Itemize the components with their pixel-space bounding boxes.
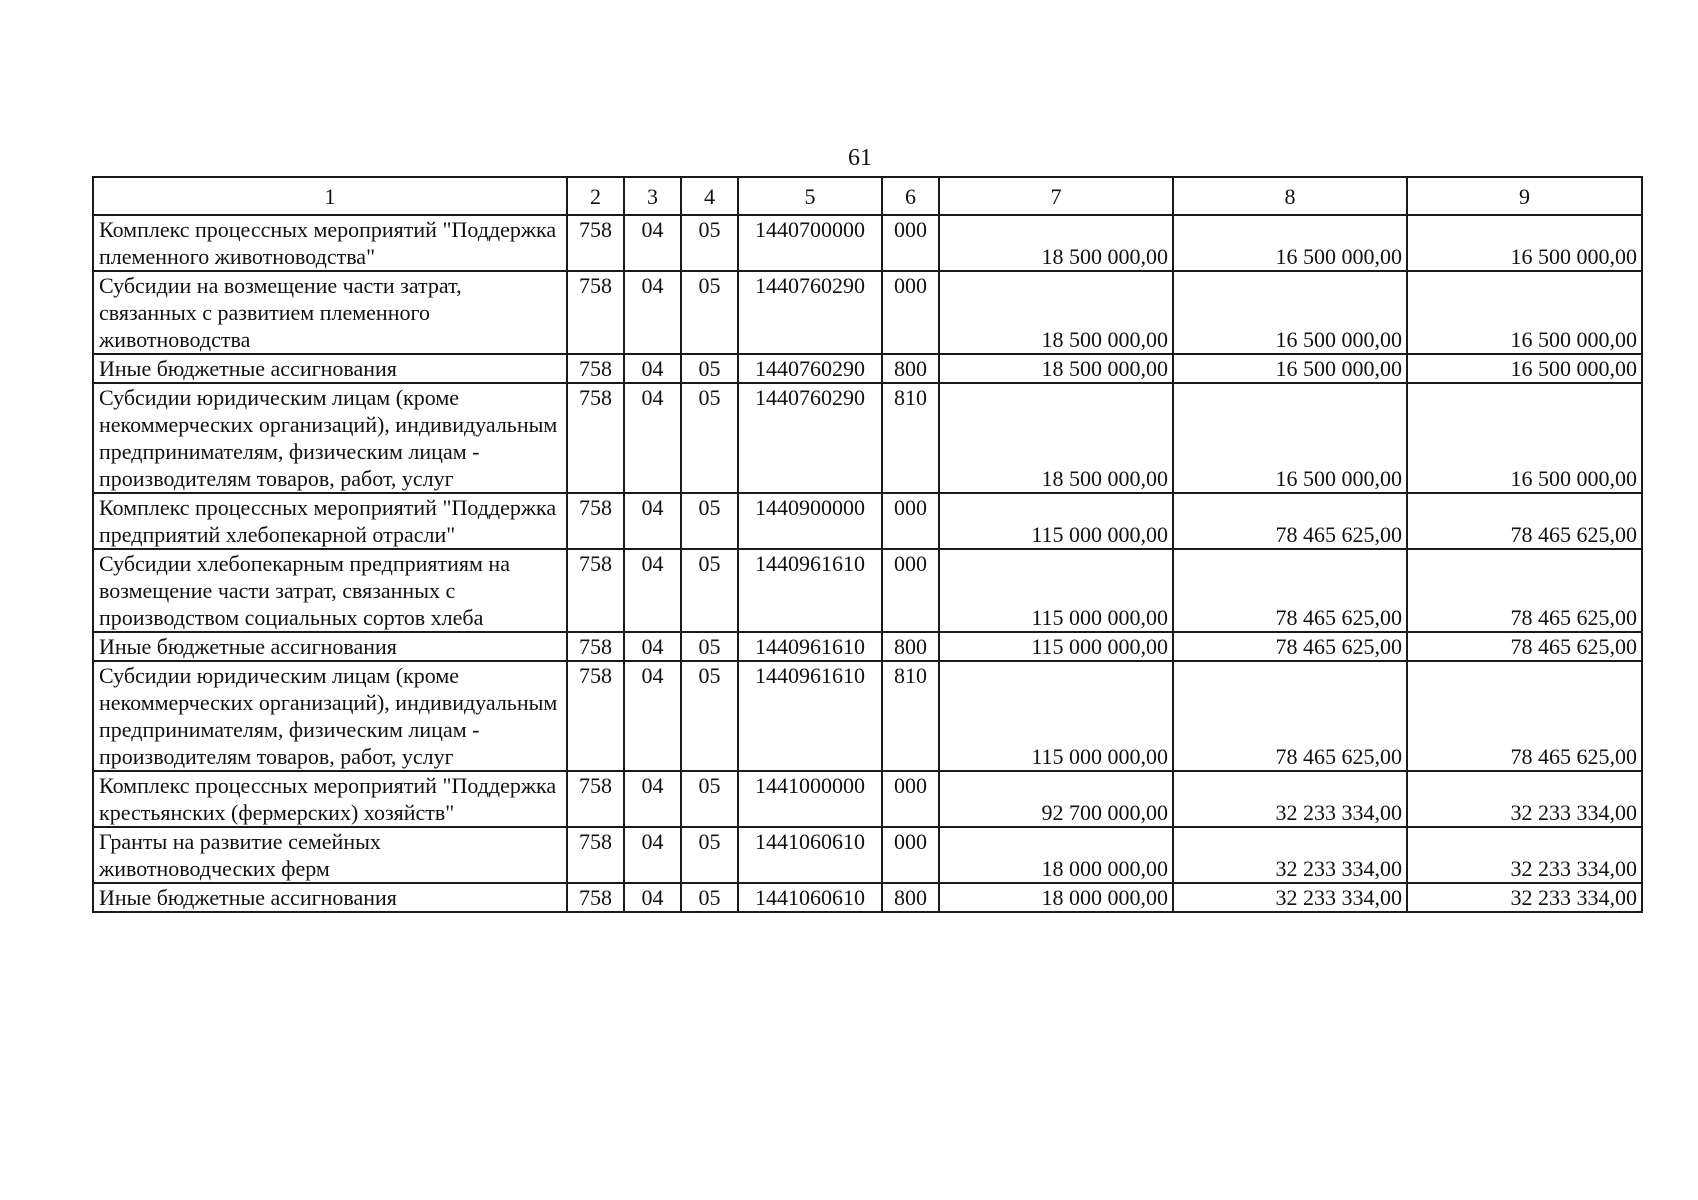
expense-type-cell: 800	[882, 632, 939, 661]
header-cell: 6	[882, 177, 939, 215]
amount-col9-cell: 32 233 334,00	[1407, 771, 1642, 827]
amount-col9-cell: 16 500 000,00	[1407, 383, 1642, 493]
table-row	[93, 354, 1642, 383]
budget-item-name: Субсидии юридическим лицам (кроме некоммерческих организаций), индивидуальным предпринимателям, физическим лицам - производителям товаров, работ, услуг	[93, 383, 567, 493]
admin-code-cell: 758	[567, 271, 624, 354]
amount-col7-cell: 115 000 000,00	[939, 493, 1173, 549]
header-cell: 8	[1173, 177, 1407, 215]
expense-type-cell: 000	[882, 771, 939, 827]
amount-col9-cell: 78 465 625,00	[1407, 661, 1642, 771]
subsection-code-cell: 05	[681, 661, 738, 771]
section-code-cell: 04	[624, 271, 681, 354]
target-article-cell: 1440760290	[738, 354, 882, 383]
amount-col9-cell: 32 233 334,00	[1407, 827, 1642, 883]
section-code-cell: 04	[624, 661, 681, 771]
amount-col9-cell: 78 465 625,00	[1407, 549, 1642, 632]
amount-col8-cell: 78 465 625,00	[1173, 549, 1407, 632]
table-row	[93, 215, 1642, 271]
expense-type-cell: 000	[882, 549, 939, 632]
section-code-cell: 04	[624, 549, 681, 632]
section-code-cell: 04	[624, 632, 681, 661]
expense-type-cell: 000	[882, 271, 939, 354]
expense-type-cell: 000	[882, 827, 939, 883]
budget-item-name: Субсидии хлебопекарным предприятиям на возмещение части затрат, связанных с производством социальных сортов хлеба	[93, 549, 567, 632]
subsection-code-cell: 05	[681, 354, 738, 383]
amount-col7-cell: 92 700 000,00	[939, 771, 1173, 827]
amount-col7-cell: 115 000 000,00	[939, 661, 1173, 771]
amount-col7-cell: 18 500 000,00	[939, 271, 1173, 354]
amount-col7-cell: 115 000 000,00	[939, 632, 1173, 661]
amount-col9-cell: 16 500 000,00	[1407, 215, 1642, 271]
expense-type-cell: 800	[882, 883, 939, 912]
amount-col8-cell: 78 465 625,00	[1173, 632, 1407, 661]
table-header-row	[93, 177, 1642, 215]
budget-item-name: Иные бюджетные ассигнования	[93, 354, 567, 383]
target-article-cell: 1440961610	[738, 549, 882, 632]
amount-col7-cell: 18 500 000,00	[939, 383, 1173, 493]
amount-col9-cell: 78 465 625,00	[1407, 632, 1642, 661]
amount-col8-cell: 16 500 000,00	[1173, 271, 1407, 354]
header-cell: 4	[681, 177, 738, 215]
subsection-code-cell: 05	[681, 771, 738, 827]
budget-item-name: Субсидии юридическим лицам (кроме некоммерческих организаций), индивидуальным предпринимателям, физическим лицам - производителям товаров, работ, услуг	[93, 661, 567, 771]
amount-col7-cell: 18 000 000,00	[939, 827, 1173, 883]
amount-col7-cell: 18 500 000,00	[939, 215, 1173, 271]
subsection-code-cell: 05	[681, 549, 738, 632]
amount-col8-cell: 16 500 000,00	[1173, 383, 1407, 493]
subsection-code-cell: 05	[681, 493, 738, 549]
subsection-code-cell: 05	[681, 632, 738, 661]
budget-table	[92, 176, 1643, 913]
table-row	[93, 383, 1642, 493]
section-code-cell: 04	[624, 354, 681, 383]
budget-item-name: Иные бюджетные ассигнования	[93, 632, 567, 661]
header-cell: 7	[939, 177, 1173, 215]
subsection-code-cell: 05	[681, 383, 738, 493]
table-row	[93, 771, 1642, 827]
section-code-cell: 04	[624, 771, 681, 827]
amount-col9-cell: 16 500 000,00	[1407, 354, 1642, 383]
section-code-cell: 04	[624, 883, 681, 912]
admin-code-cell: 758	[567, 661, 624, 771]
subsection-code-cell: 05	[681, 215, 738, 271]
target-article-cell: 1440700000	[738, 215, 882, 271]
admin-code-cell: 758	[567, 383, 624, 493]
amount-col7-cell: 115 000 000,00	[939, 549, 1173, 632]
amount-col7-cell: 18 500 000,00	[939, 354, 1173, 383]
expense-type-cell: 000	[882, 493, 939, 549]
admin-code-cell: 758	[567, 827, 624, 883]
amount-col8-cell: 78 465 625,00	[1173, 661, 1407, 771]
expense-type-cell: 000	[882, 215, 939, 271]
target-article-cell: 1440961610	[738, 632, 882, 661]
admin-code-cell: 758	[567, 549, 624, 632]
budget-item-name: Субсидии на возмещение части затрат, связанных с развитием племенного животноводства	[93, 271, 567, 354]
amount-col7-cell: 18 000 000,00	[939, 883, 1173, 912]
section-code-cell: 04	[624, 383, 681, 493]
section-code-cell: 04	[624, 493, 681, 549]
target-article-cell: 1441000000	[738, 771, 882, 827]
table-row	[93, 661, 1642, 771]
expense-type-cell: 810	[882, 383, 939, 493]
header-cell: 2	[567, 177, 624, 215]
subsection-code-cell: 05	[681, 827, 738, 883]
section-code-cell: 04	[624, 215, 681, 271]
budget-item-name: Комплекс процессных мероприятий "Поддержка предприятий хлебопекарной отрасли"	[93, 493, 567, 549]
budget-item-name: Комплекс процессных мероприятий "Поддержка крестьянских (фермерских) хозяйств"	[93, 771, 567, 827]
page-number: 61	[848, 145, 872, 171]
amount-col9-cell: 32 233 334,00	[1407, 883, 1642, 912]
target-article-cell: 1440900000	[738, 493, 882, 549]
admin-code-cell: 758	[567, 771, 624, 827]
header-cell: 1	[93, 177, 567, 215]
budget-item-name: Комплекс процессных мероприятий "Поддержка племенного животноводства"	[93, 215, 567, 271]
admin-code-cell: 758	[567, 632, 624, 661]
table-row	[93, 493, 1642, 549]
amount-col8-cell: 16 500 000,00	[1173, 215, 1407, 271]
amount-col8-cell: 32 233 334,00	[1173, 771, 1407, 827]
section-code-cell: 04	[624, 827, 681, 883]
header-cell: 5	[738, 177, 882, 215]
target-article-cell: 1440760290	[738, 383, 882, 493]
budget-item-name: Гранты на развитие семейных животноводческих ферм	[93, 827, 567, 883]
table-row	[93, 549, 1642, 632]
amount-col8-cell: 78 465 625,00	[1173, 493, 1407, 549]
admin-code-cell: 758	[567, 493, 624, 549]
amount-col8-cell: 16 500 000,00	[1173, 354, 1407, 383]
amount-col9-cell: 78 465 625,00	[1407, 493, 1642, 549]
admin-code-cell: 758	[567, 883, 624, 912]
expense-type-cell: 800	[882, 354, 939, 383]
subsection-code-cell: 05	[681, 271, 738, 354]
header-cell: 3	[624, 177, 681, 215]
target-article-cell: 1440961610	[738, 661, 882, 771]
target-article-cell: 1440760290	[738, 271, 882, 354]
admin-code-cell: 758	[567, 354, 624, 383]
table-row	[93, 883, 1642, 912]
subsection-code-cell: 05	[681, 883, 738, 912]
target-article-cell: 1441060610	[738, 827, 882, 883]
expense-type-cell: 810	[882, 661, 939, 771]
amount-col8-cell: 32 233 334,00	[1173, 883, 1407, 912]
amount-col8-cell: 32 233 334,00	[1173, 827, 1407, 883]
table-row	[93, 632, 1642, 661]
admin-code-cell: 758	[567, 215, 624, 271]
target-article-cell: 1441060610	[738, 883, 882, 912]
budget-item-name: Иные бюджетные ассигнования	[93, 883, 567, 912]
table-row	[93, 271, 1642, 354]
table-row	[93, 827, 1642, 883]
amount-col9-cell: 16 500 000,00	[1407, 271, 1642, 354]
header-cell: 9	[1407, 177, 1642, 215]
